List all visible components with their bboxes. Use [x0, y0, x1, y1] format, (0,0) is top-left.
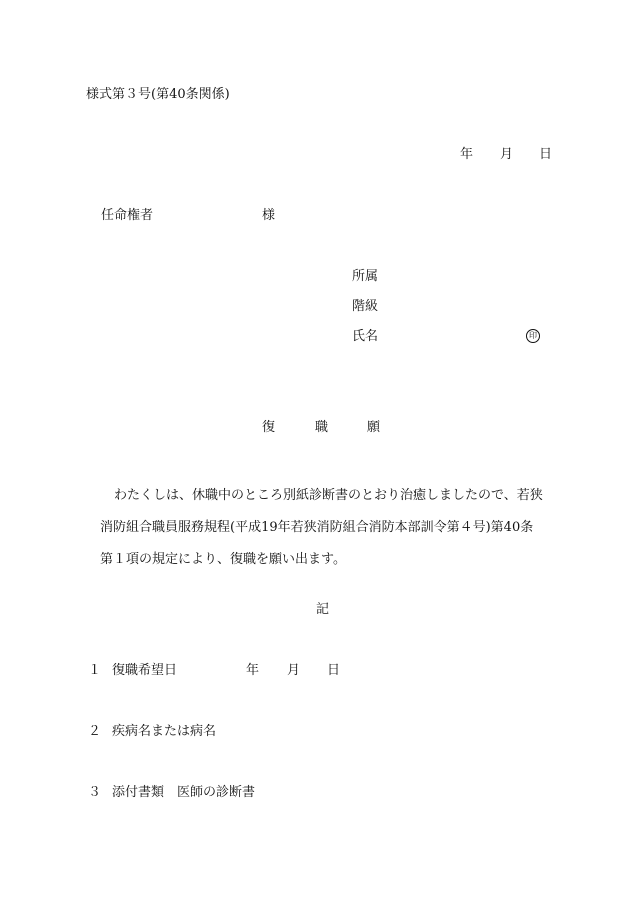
title-char-1: 復 [262, 420, 276, 435]
item-3-number: ３ [88, 785, 102, 800]
body-line-3: 第１項の規定により、復職を願い出ます。 [100, 552, 346, 567]
item-2-number: ２ [88, 724, 102, 739]
date-day-label: 日 [539, 147, 553, 162]
seal-mark: 印 [526, 329, 540, 343]
body-line-2: 消防組合職員服務規程(平成19年若狭消防組合消防本部訓令第４号)第40条 [100, 520, 534, 535]
affiliation-label: 所属 [352, 269, 379, 284]
addressee-label: 任命権者 [101, 208, 154, 223]
item-1-text: 復職希望日 [112, 663, 178, 678]
name-label: 氏名 [352, 329, 379, 344]
addressee-honorific: 様 [262, 208, 276, 223]
item-2-text: 疾病名または病名 [112, 724, 217, 739]
title-char-2: 職 [315, 420, 329, 435]
item-3-text: 添付書類 医師の診断書 [112, 785, 256, 800]
ki-heading: 記 [316, 602, 330, 617]
item-1-number: １ [88, 663, 102, 678]
title-char-3: 願 [367, 420, 381, 435]
date-month-label: 月 [500, 147, 514, 162]
item-1-month-label: 月 [287, 663, 301, 678]
item-1-day-label: 日 [327, 663, 341, 678]
body-paragraph [88, 480, 558, 576]
body-line-1: わたくしは、休職中のところ別紙診断書のとおり治癒しましたので、若狭 [114, 488, 543, 503]
form-number: 様式第３号(第40条関係) [86, 87, 230, 102]
date-year-label: 年 [460, 147, 474, 162]
rank-label: 階級 [352, 299, 379, 314]
item-1-year-label: 年 [246, 663, 260, 678]
